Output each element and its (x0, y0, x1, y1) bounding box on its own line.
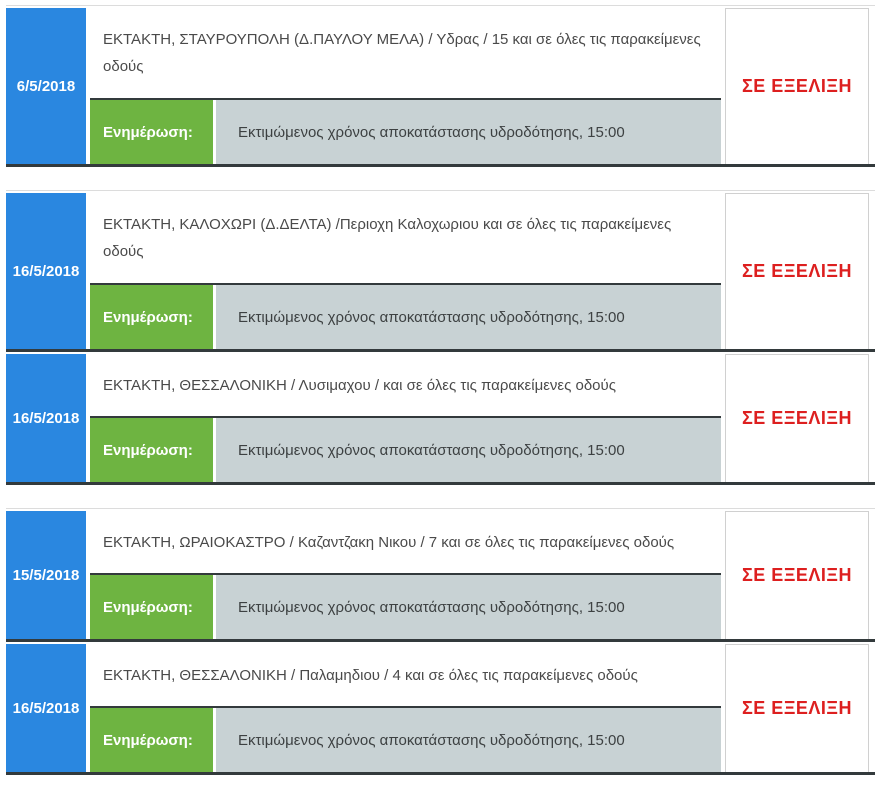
outage-description: ΕΚΤΑΚΤΗ, ΘΕΣΣΑΛΟΝΙΚΗ / Λυσιμαχου / και σε όλες τις παρακείμενες οδούς (103, 376, 616, 394)
update-label: Ενημέρωση: (90, 285, 213, 349)
update-label: Ενημέρωση: (90, 100, 213, 164)
date-cell: 6/5/2018 (6, 8, 86, 164)
update-text: Εκτιμώμενος χρόνος αποκατάστασης υδροδότησης, 15:00 (216, 418, 721, 482)
outage-block (6, 508, 875, 775)
outage-main-column (90, 354, 721, 482)
status-badge: ΣΕ ΕΞΕΛΙΞΗ (725, 8, 869, 164)
outage-description: ΕΚΤΑΚΤΗ, ΚΑΛΟΧΩΡΙ (Δ.ΔΕΛΤΑ) /Περιοχη Καλοχωριου και σε όλες τις παρακείμενες οδούς (103, 216, 672, 260)
outage-main-column (90, 511, 721, 639)
status-badge: ΣΕ ΕΞΕΛΙΞΗ (725, 511, 869, 639)
outage-block (6, 5, 875, 167)
date-cell: 16/5/2018 (6, 354, 86, 482)
update-text: Εκτιμώμενος χρόνος αποκατάστασης υδροδότησης, 15:00 (216, 100, 721, 164)
update-text: Εκτιμώμενος χρόνος αποκατάστασης υδροδότησης, 15:00 (216, 575, 721, 639)
outage-block (6, 190, 875, 485)
outage-main-column (90, 8, 721, 164)
outage-main-column (90, 193, 721, 349)
date-cell: 15/5/2018 (6, 511, 86, 639)
date-cell: 16/5/2018 (6, 644, 86, 772)
outage-row (6, 354, 875, 485)
update-row (90, 285, 721, 349)
update-text: Εκτιμώμενος χρόνος αποκατάστασης υδροδότησης, 15:00 (216, 708, 721, 772)
update-text: Εκτιμώμενος χρόνος αποκατάστασης υδροδότησης, 15:00 (216, 285, 721, 349)
update-row (90, 708, 721, 772)
status-badge: ΣΕ ΕΞΕΛΙΞΗ (725, 354, 869, 482)
outage-description: ΕΚΤΑΚΤΗ, ΘΕΣΣΑΛΟΝΙΚΗ / Παλαμηδιου / 4 και σε όλες τις παρακείμενες οδούς (103, 666, 638, 684)
update-label: Ενημέρωση: (90, 708, 213, 772)
outage-description: ΕΚΤΑΚΤΗ, ΣΤΑΥΡΟΥΠΟΛΗ (Δ.ΠΑΥΛΟΥ ΜΕΛΑ) / Υδρας / 15 και σε όλες τις παρακείμενες οδούς (103, 31, 701, 75)
update-row (90, 100, 721, 164)
outage-row (6, 511, 875, 642)
outage-description: ΕΚΤΑΚΤΗ, ΩΡΑΙΟΚΑΣΤΡΟ / Καζαντζακη Νικου / 7 και σε όλες τις παρακείμενες οδούς (103, 533, 675, 551)
status-badge: ΣΕ ΕΞΕΛΙΞΗ (725, 644, 869, 772)
update-label: Ενημέρωση: (90, 418, 213, 482)
update-row (90, 418, 721, 482)
outage-main-column (90, 644, 721, 772)
status-badge: ΣΕ ΕΞΕΛΙΞΗ (725, 193, 869, 349)
outage-row (6, 193, 875, 352)
update-row (90, 575, 721, 639)
outage-row (6, 8, 875, 167)
date-cell: 16/5/2018 (6, 193, 86, 349)
update-label: Ενημέρωση: (90, 575, 213, 639)
outage-row (6, 644, 875, 775)
